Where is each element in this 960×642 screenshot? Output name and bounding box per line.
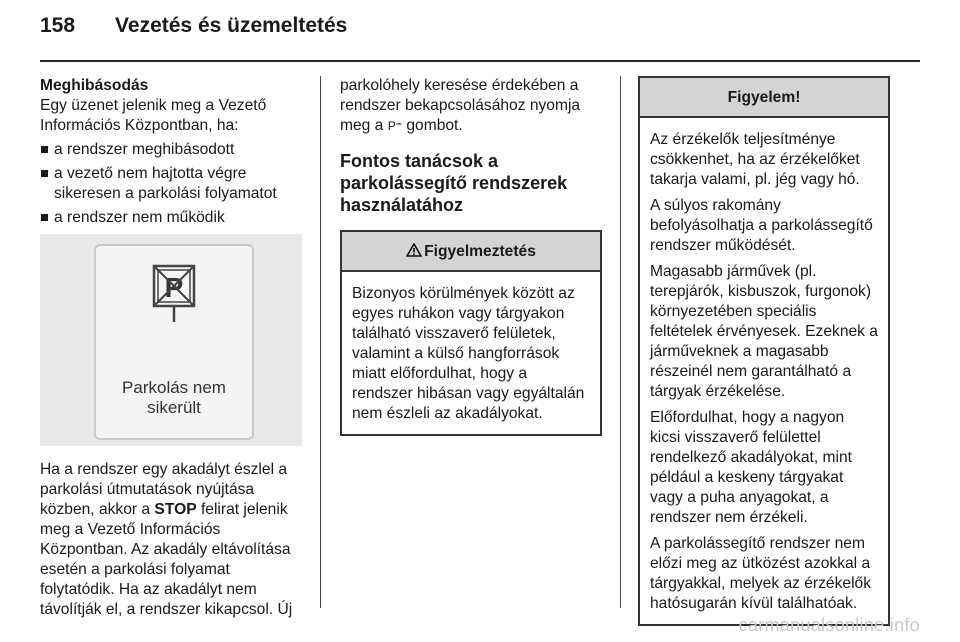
caution-paragraph: Az érzékelők teljesítménye csökkenhet, ha az érzékelőket takarja valami, pl. jég vagy hó. (650, 131, 860, 188)
parking-button-icon: P⁼ (387, 119, 403, 133)
list-item: a rendszer nem működik (40, 208, 308, 228)
warning-box (340, 230, 602, 436)
column-2 (340, 76, 602, 436)
caution-paragraph: A parkolássegítő rendszer nem előzi meg az ütközést azokkal a tárgyakkal, melyek az érzékelők hatósugarán kívül találhatóak. (650, 535, 872, 612)
watermark: carmanualsonline.info (738, 615, 920, 635)
section-heading-malfunction: Meghibásodás (40, 77, 149, 94)
warning-triangle-icon (406, 243, 422, 257)
info-center-screen (94, 244, 254, 440)
parking-sensor-icon (150, 264, 198, 324)
screen-message-line: sikerült (147, 398, 201, 417)
page-title: Vezetés és üzemeltetés (115, 14, 348, 37)
list-item: a vezető nem hajtotta végre sikeresen a parkolási folyamatot (40, 164, 308, 204)
caution-paragraph: Előfordulhat, hogy a nagyon kicsi visszaverő felülettel rendelkező akadályokat, mint például a keskeny tárgyakat vagy a puha anyagokat, a rendszer nem érzékeli. (650, 409, 852, 526)
paragraph-text: gombot. (402, 117, 463, 134)
svg-text:P: P (164, 272, 184, 303)
section-heading-tips: Fontos tanácsok a parkolássegítő rendszerek használatához (340, 151, 568, 215)
paragraph-text: Ha a rendszer egy akadályt észlel a parkolási útmutatások nyújtása közben, akkor a (40, 461, 288, 518)
caution-paragraph: A súlyos rakomány befolyásolhatja a parkolássegítő rendszer működését. (650, 197, 873, 254)
stop-label: STOP (154, 501, 197, 518)
stop-paragraph (40, 460, 308, 620)
warning-box-body (342, 272, 600, 434)
caution-box-header: Figyelem! (640, 78, 888, 118)
intro-text: Egy üzenet jelenik meg a Vezető Információs Központban, ha: (40, 97, 267, 134)
column-1 (40, 76, 308, 620)
paragraph-text: felirat jelenik meg a Vezető Információs Központban. Az akadály eltávolítása esetén a parkolási folyamat folytatódik. Ha az akadályt nem távolítják el, a rendszer kikapcsol. Új (40, 501, 293, 618)
warning-box-header (342, 232, 600, 272)
column-divider-1 (320, 76, 321, 608)
list-item: a rendszer meghibásodott (40, 140, 308, 160)
continuation-paragraph (340, 76, 602, 136)
screen-message (96, 378, 252, 418)
caution-box-body (640, 118, 888, 624)
screen-message-line: Parkolás nem (122, 378, 226, 397)
header-divider (40, 60, 920, 62)
column-divider-2 (620, 76, 621, 608)
warning-text: Bizonyos körülmények között az egyes ruhákon vagy tárgyakon található visszaverő felületek, valamint a külső hangforrások miatt előfordulhat, hogy a rendszer hibásan vagy egyáltalán nem észleli az akadályokat. (352, 285, 585, 422)
warning-title: Figyelmeztetés (424, 243, 536, 260)
page-number: 158 (40, 14, 76, 37)
display-illustration (40, 234, 302, 446)
page-header (40, 14, 347, 54)
column-3 (638, 76, 890, 626)
caution-paragraph: Magasabb járművek (pl. terepjárók, kisbuszok, furgonok) környezetében speciális feltételek érvényesek. Ezeknek a járműveknek a magasabb részeinél nem garantálható a tárgyak érzékelése. (650, 263, 878, 400)
bullet-list (40, 140, 308, 228)
paragraph-text: parkolóhely keresése érdekében a rendszer bekapcsolásához nyomja meg a (340, 77, 581, 134)
caution-box (638, 76, 890, 626)
